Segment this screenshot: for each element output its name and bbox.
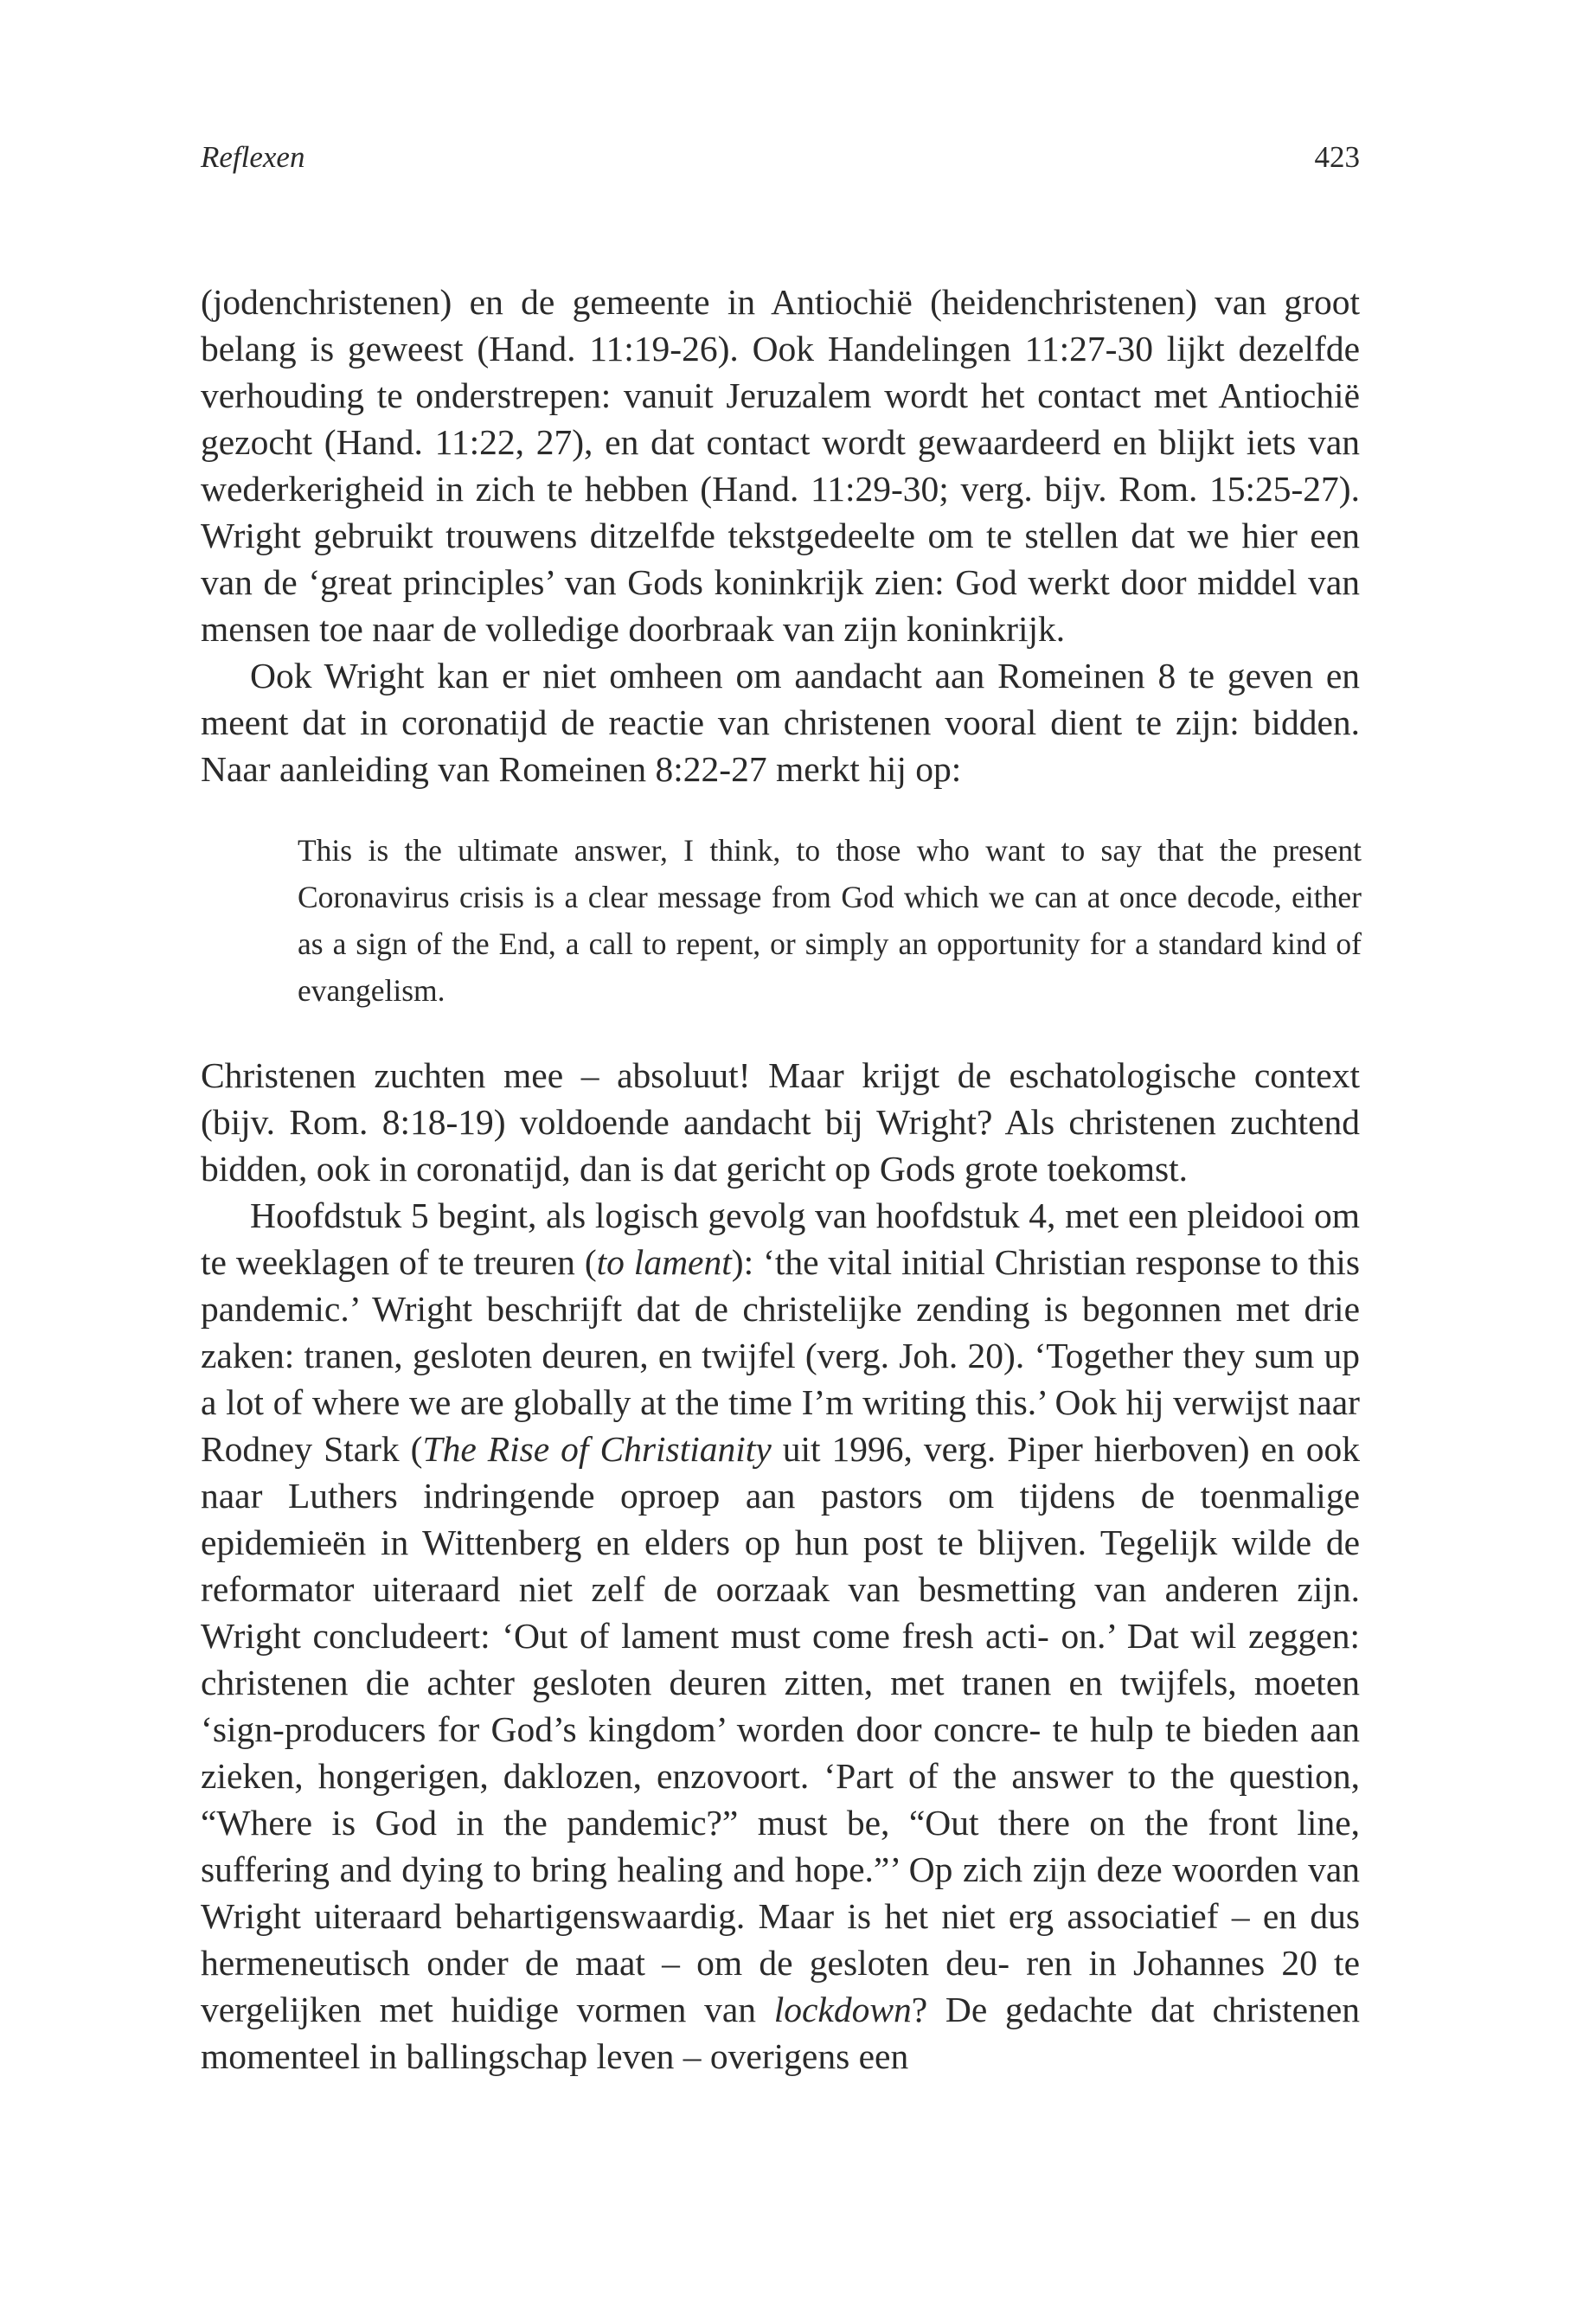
paragraph-christians-sigh: Christenen zuchten mee – absoluut! Maar krijgt de eschatologische context (bijv. Rom. 8:18-19) voldoende aandacht bij Wright? Als christenen zuchtend bidden, ook in coronatijd, dan is dat gericht op Gods grote toekomst. (201, 1055, 1360, 1189)
text-run: uit 1996, verg. Piper hierboven) en ook naar Luthers indringende oproep aan pastors om tijdens de toenmalige epidemieën in Wittenberg en elders op hun post te blijven. Tegelijk wilde de reformator uiteraard niet zelf de oorzaak van besmetting van anderen zijn. Wright concludeert: ‘Out of lament must come fresh acti- on.’ Dat wil zeggen: christenen die achter gesloten deuren zitten, met tranen en twijfels, moeten ‘sign-producers for God’s kingdom’ worden door concre- te hulp te bieden aan zieken, hongerigen, daklozen, enzovoort. ‘Part of the answer to the question, “Where is God in the pandemic?” must be, “Out there on the front line, suffering and dying to bring healing and hope.”’ Op zich zijn deze woorden van Wright uiteraard behartigenswaardig. Maar is het niet erg associatief – en dus hermeneutisch onder de maat – om de gesloten deu- ren in Johannes 20 te vergelijken met huidige vormen van (201, 1429, 1360, 2029)
paragraph-romans-8: Ook Wright kan er niet omheen om aandacht aan Romeinen 8 te geven en meent dat in coronatijd de reactie van christenen vooral dient te zijn: bidden. Naar aanleiding van Romeinen 8:22-27 merkt hij op: (201, 656, 1360, 789)
text-run: ? De gedachte dat christenen momenteel in ballingschap leven – overigens een (201, 1990, 1360, 2076)
paragraph-continued: (jodenchristenen) en de gemeente in Antiochië (heidenchristenen) van groot belang is geweest (Hand. 11:19-26). Ook Handelingen 11:27-30 lijkt dezelfde verhouding te onderstrepen: vanuit Jeruzalem wordt het contact met Antiochië gezocht (Hand. 11:22, 27), en dat contact wordt gewaardeerd en blijkt iets van wederkerigheid in zich te hebben (Hand. 11:29-30; verg. bijv. Rom. 15:25-27). Wright gebruikt trouwens ditzelfde tekstgedeelte om te stellen dat we hier een van de ‘great principles’ van Gods koninkrijk zien: God werkt door middel van mensen toe naar de volledige doorbraak van zijn koninkrijk. (201, 282, 1360, 649)
running-title: Reflexen (201, 140, 305, 174)
text-run: ): ‘the vital initial Christian response to this pandemic.’ Wright beschrijft dat de christelijke zending is begonnen met drie zaken: tranen, gesloten deuren, en twijfel (verg. Joh. 20). ‘Together they sum up a lot of where we are globally at the time I’m writing this.’ Ook hij verwijst naar Rodney Stark ( (201, 1242, 1360, 1469)
italic-term: to lament (596, 1242, 732, 1282)
body-text (201, 279, 1360, 2080)
paragraph-chapter-5 (201, 1192, 1360, 2080)
page-number: 423 (1314, 140, 1360, 174)
text-run: Hoofdstuk 5 begint, als logisch gevolg van hoofdstuk 4, met een pleidooi om te weeklagen of te treuren ( (201, 1195, 1360, 1282)
italic-book-title: The Rise of Christianity (422, 1429, 772, 1469)
block-quote: This is the ultimate answer, I think, to those who want to say that the present Coronavirus crisis is a clear message from God which we can at once decode, either as a sign of the End, a call to repent, or simply an opportunity for a standard kind of evangelism. (298, 833, 1362, 1008)
running-head (201, 138, 1360, 176)
italic-term: lockdown (773, 1990, 912, 2029)
